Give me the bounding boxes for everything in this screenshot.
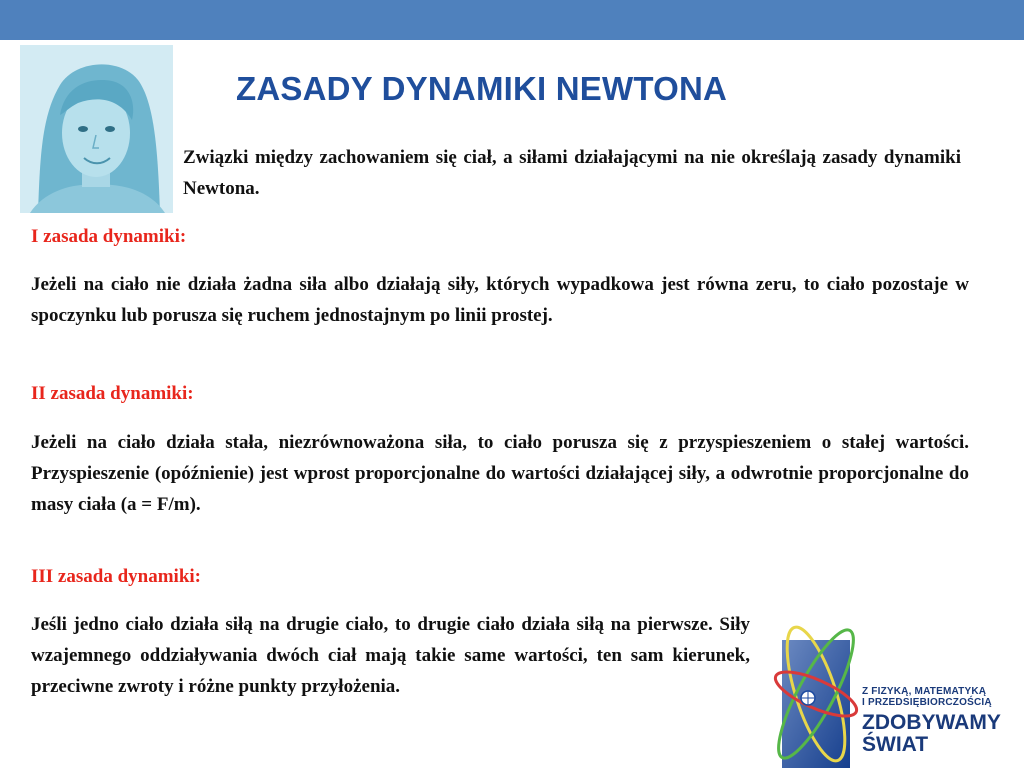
logo-text-line-2: I PRZEDSIĘBIORCZOŚCIĄ (862, 697, 992, 708)
logo-text-line-1: Z FIZYKĄ, MATEMATYKĄ (862, 686, 987, 697)
law-1-text: Jeżeli na ciało nie działa żadna siła albo działają siły, których wypadkowa jest równa zeru, to ciało pozostaje w spoczynku lub porusza się ruchem jednostajnym po linii prostej. (31, 274, 969, 326)
girl-portrait-photo (20, 45, 173, 213)
logo-text-line-3: ZDOBYWAMY (862, 711, 1001, 734)
logo-text-line-4: ŚWIAT (862, 733, 929, 756)
law-3-text: Jeśli jedno ciało działa siłą na drugie ciało, to drugie ciało działa siłą na pierwsze. Siły wzajemnego oddziaływania dwóch ciał mają takie same wartości, ten sam kierunek, przeciwne zwroty i różne punkty przyłożenia. (31, 614, 750, 697)
intro-paragraph: Związki między zachowaniem się ciał, a siłami działającymi na nie określają zasady dynamiki Newtona. (183, 147, 961, 199)
law-1-heading: I zasada dynamiki: (31, 226, 187, 247)
top-accent-bar (0, 0, 1024, 40)
law-2-heading: II zasada dynamiki: (31, 383, 194, 404)
law-2-text: Jeżeli na ciało działa stała, niezrównoważona siła, to ciało porusza się z przyspieszeniem o stałej wartości. Przyspieszenie (opóźnienie) jest wprost proporcjonalne do wartości działającej siły, a odwrotnie proporcjonalne do masy ciała (a = F/m). (31, 432, 969, 515)
slide-title: ZASADY DYNAMIKI NEWTONA (236, 70, 728, 107)
law-3-heading: III zasada dynamiki: (31, 566, 201, 587)
